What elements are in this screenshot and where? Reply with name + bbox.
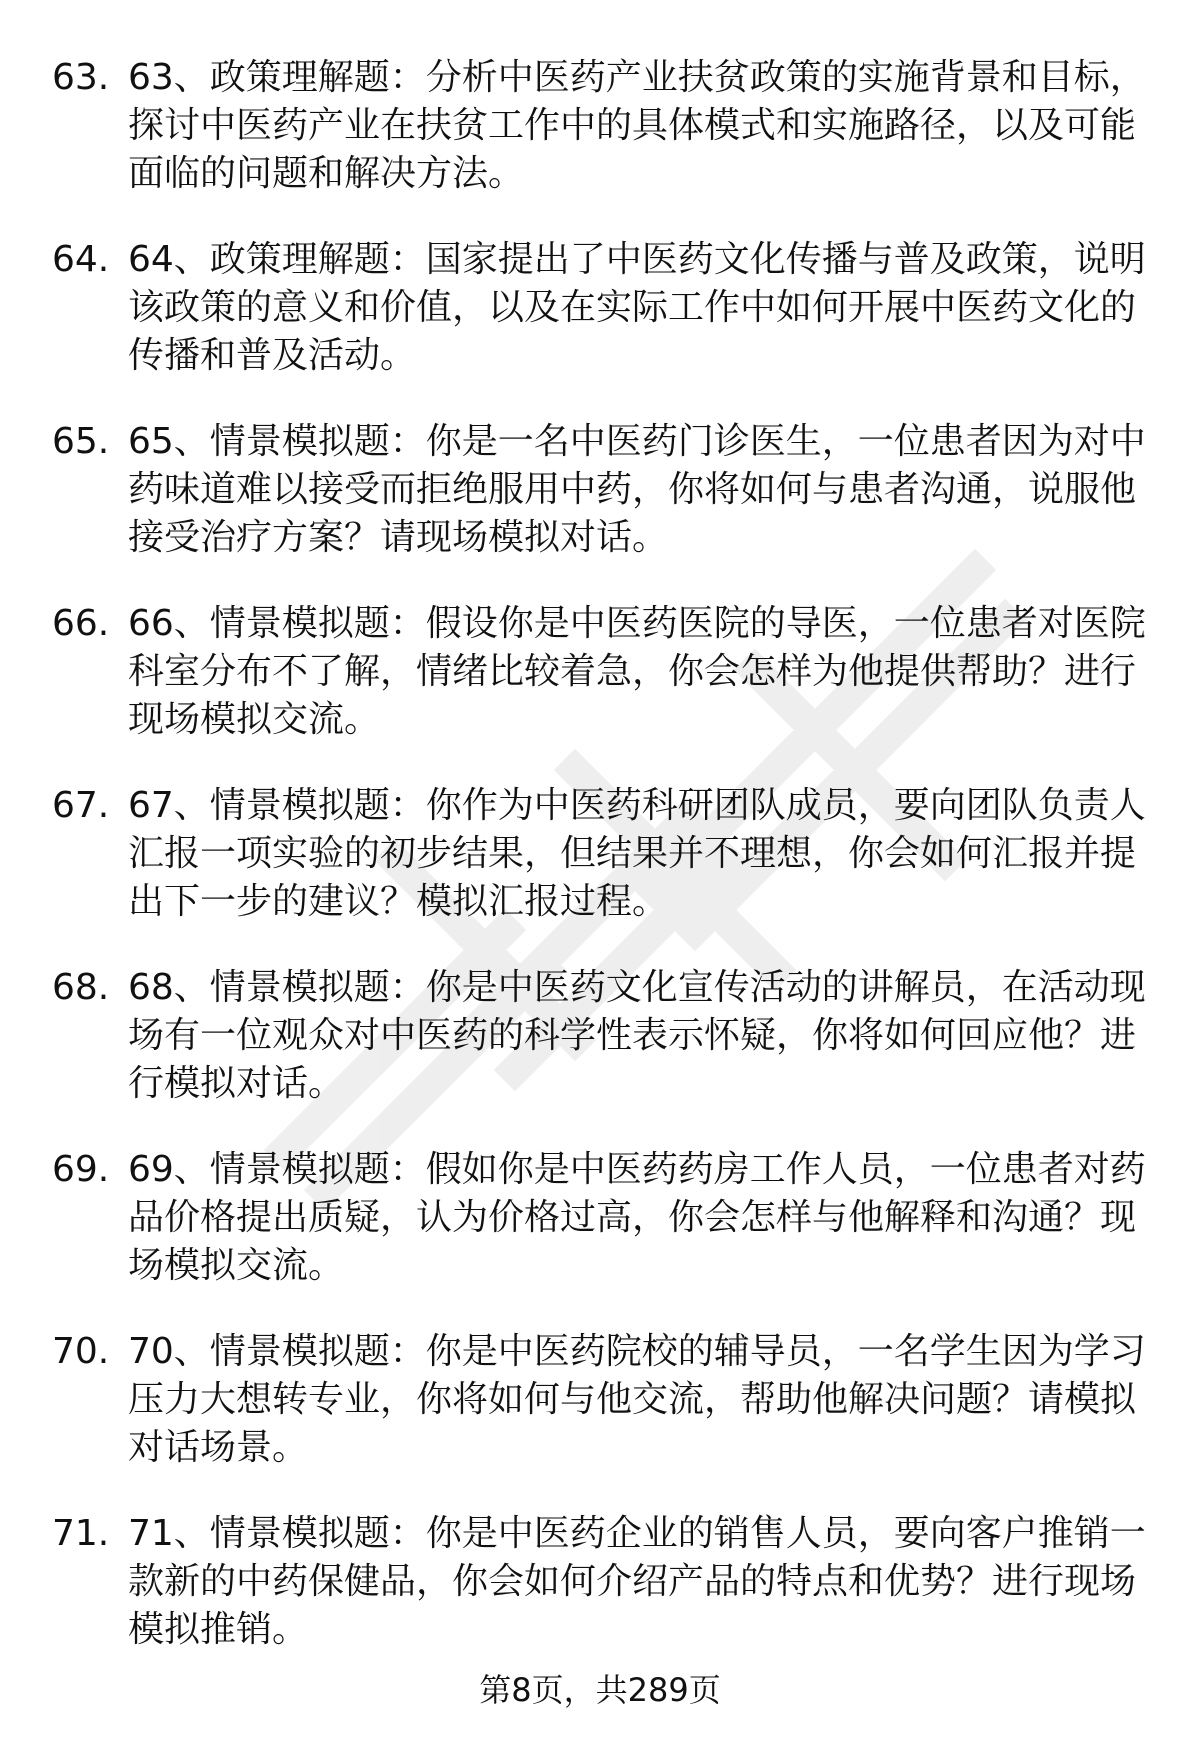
question-number: 65. (52, 421, 110, 462)
question-number: 68. (52, 967, 110, 1008)
question-item (0, 1328, 1200, 1510)
question-item (0, 1510, 1200, 1692)
question-item (0, 418, 1200, 600)
question-number: 64. (52, 239, 110, 280)
question-text: 65、情景模拟题：你是一名中医药门诊医生，一位患者因为对中药味道难以接受而拒绝服用中药，你将如何与患者沟通，说服他接受治疗方案？请现场模拟对话。 (128, 421, 1146, 558)
question-text: 63、政策理解题：分析中医药产业扶贫政策的实施背景和目标，探讨中医药产业在扶贫工作中的具体模式和实施路径，以及可能面临的问题和解决方法。 (128, 57, 1146, 194)
question-item (0, 54, 1200, 236)
question-number: 66. (52, 603, 110, 644)
question-number: 69. (52, 1149, 110, 1190)
question-item (0, 236, 1200, 418)
question-item (0, 782, 1200, 964)
question-text: 69、情景模拟题：假如你是中医药药房工作人员，一位患者对药品价格提出质疑，认为价格过高，你会怎样与他解释和沟通？现场模拟交流。 (128, 1149, 1146, 1286)
question-text: 67、情景模拟题：你作为中医药科研团队成员，要向团队负责人汇报一项实验的初步结果，但结果并不理想，你会如何汇报并提出下一步的建议？模拟汇报过程。 (128, 785, 1146, 922)
question-item (0, 1146, 1200, 1328)
question-text: 68、情景模拟题：你是中医药文化宣传活动的讲解员，在活动现场有一位观众对中医药的科学性表示怀疑，你将如何回应他？进行模拟对话。 (128, 967, 1146, 1104)
question-item (0, 600, 1200, 782)
question-number: 70. (52, 1331, 110, 1372)
question-text: 64、政策理解题：国家提出了中医药文化传播与普及政策，说明该政策的意义和价值，以及在实际工作中如何开展中医药文化的传播和普及活动。 (128, 239, 1146, 376)
question-item (0, 964, 1200, 1146)
question-text: 66、情景模拟题：假设你是中医药医院的导医，一位患者对医院科室分布不了解，情绪比较着急，你会怎样为他提供帮助？进行现场模拟交流。 (128, 603, 1146, 740)
question-number: 63. (52, 57, 110, 98)
page-footer: 第8页，共289页 (479, 1671, 721, 1709)
question-number: 67. (52, 785, 110, 826)
question-list (0, 54, 1200, 1692)
question-number: 71. (52, 1513, 110, 1554)
question-text: 70、情景模拟题：你是中医药院校的辅导员，一名学生因为学习压力大想转专业，你将如何与他交流，帮助他解决问题？请模拟对话场景。 (128, 1331, 1146, 1468)
question-text: 71、情景模拟题：你是中医药企业的销售人员，要向客户推销一款新的中药保健品，你会如何介绍产品的特点和优势？进行现场模拟推销。 (128, 1513, 1146, 1650)
